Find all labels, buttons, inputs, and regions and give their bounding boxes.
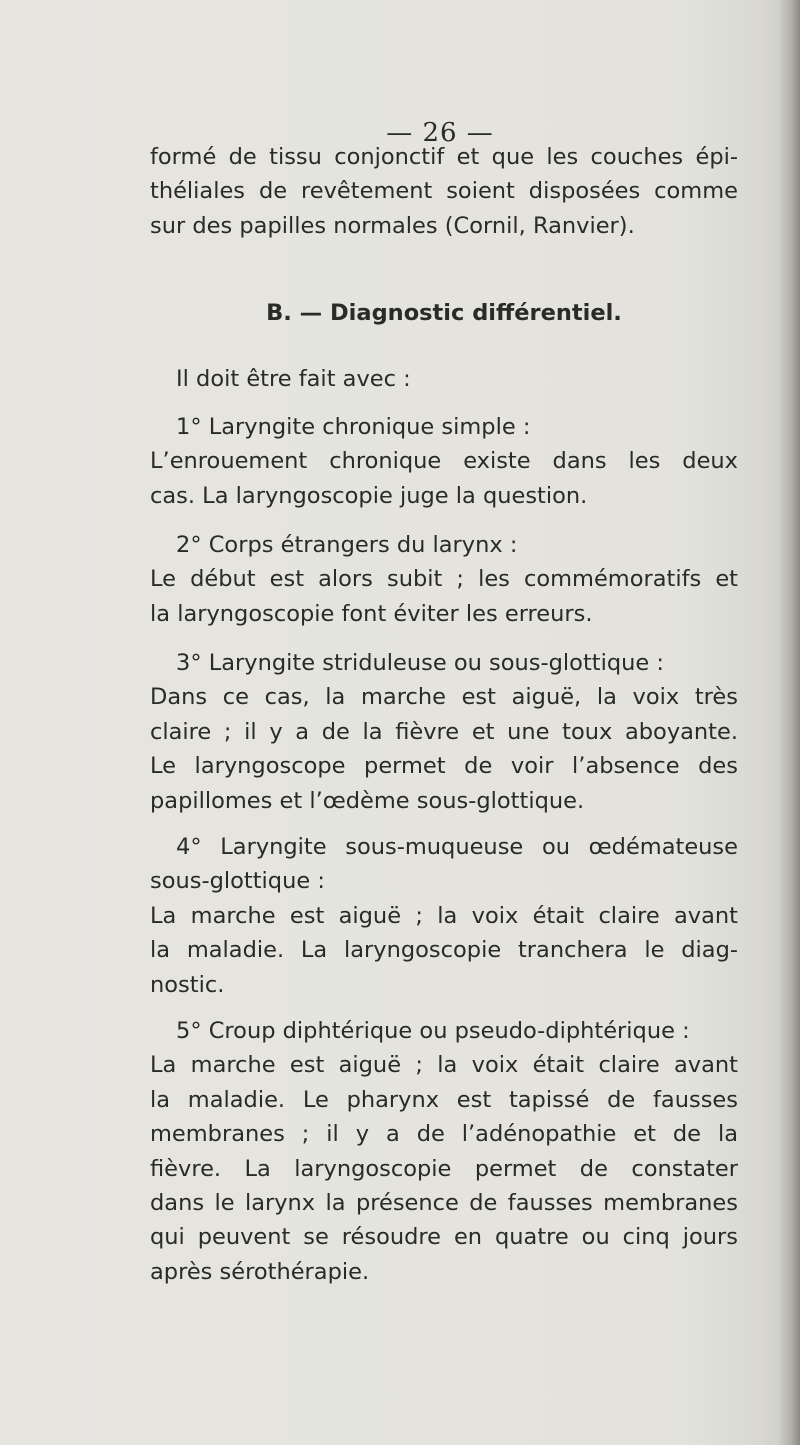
- text-line: nostic.: [150, 971, 225, 998]
- text-line: membranes ; il y a de l’adénopathie et de la: [150, 1121, 738, 1148]
- text-line: après sérothérapie.: [150, 1258, 370, 1285]
- text-line: papillomes et l’œdème sous-glottique.: [150, 787, 585, 814]
- item-title: 2° Corps étrangers du larynx :: [176, 532, 518, 558]
- text-line: Dans ce cas, la marche est aiguë, la voix très: [150, 684, 738, 711]
- lead-line-block: [150, 362, 738, 396]
- text-line: la maladie. La laryngoscopie tranchera le diag-: [150, 937, 738, 964]
- text-line: théliales de revêtement soient disposées comme: [150, 178, 738, 205]
- text-line: fièvre. La laryngoscopie permet de constater: [150, 1155, 738, 1182]
- intro-paragraph: [150, 140, 738, 243]
- text-line: cas. La laryngoscopie juge la question.: [150, 482, 588, 509]
- item-title: 1° Laryngite chronique simple :: [176, 414, 531, 440]
- item-5: [150, 1014, 738, 1289]
- text-line: sur des papilles normales (Cornil, Ranvier).: [150, 212, 635, 239]
- text-line: L’enrouement chronique existe dans les deux: [150, 448, 738, 475]
- item-title: 3° Laryngite striduleuse ou sous-glottique :: [176, 650, 664, 676]
- page-edge-shadow: [778, 0, 800, 1445]
- item-3: [150, 646, 738, 818]
- item-2: [150, 528, 738, 631]
- item-4: [150, 830, 738, 1002]
- item-title: sous-glottique :: [150, 868, 325, 895]
- text-line: La marche est aiguë ; la voix était claire avant: [150, 1052, 738, 1079]
- text-line: La marche est aiguë ; la voix était claire avant: [150, 902, 738, 929]
- text-line: formé de tissu conjonctif et que les couches épi-: [150, 144, 738, 170]
- text-line: Le début est alors subit ; les commémoratifs et: [150, 566, 738, 593]
- text-line: Le laryngoscope permet de voir l’absence des: [150, 753, 738, 780]
- page-number: — 26 —: [386, 118, 494, 148]
- text-line: dans le larynx la présence de fausses membranes: [150, 1190, 738, 1217]
- text-line: la laryngoscopie font éviter les erreurs.: [150, 600, 593, 627]
- item-title: 5° Croup diphtérique ou pseudo-diphtérique :: [176, 1018, 690, 1044]
- item-1: [150, 410, 738, 513]
- text-line: qui peuvent se résoudre en quatre ou cinq jours: [150, 1224, 738, 1251]
- section-heading: B. — Diagnostic différentiel.: [266, 300, 622, 326]
- item-title: 4° Laryngite sous-muqueuse ou œdémateuse: [176, 834, 738, 860]
- text-line: la maladie. Le pharynx est tapissé de fausses: [150, 1086, 738, 1113]
- lead-line: Il doit être fait avec :: [176, 366, 411, 392]
- text-line: claire ; il y a de la fièvre et une toux aboyante.: [150, 718, 738, 745]
